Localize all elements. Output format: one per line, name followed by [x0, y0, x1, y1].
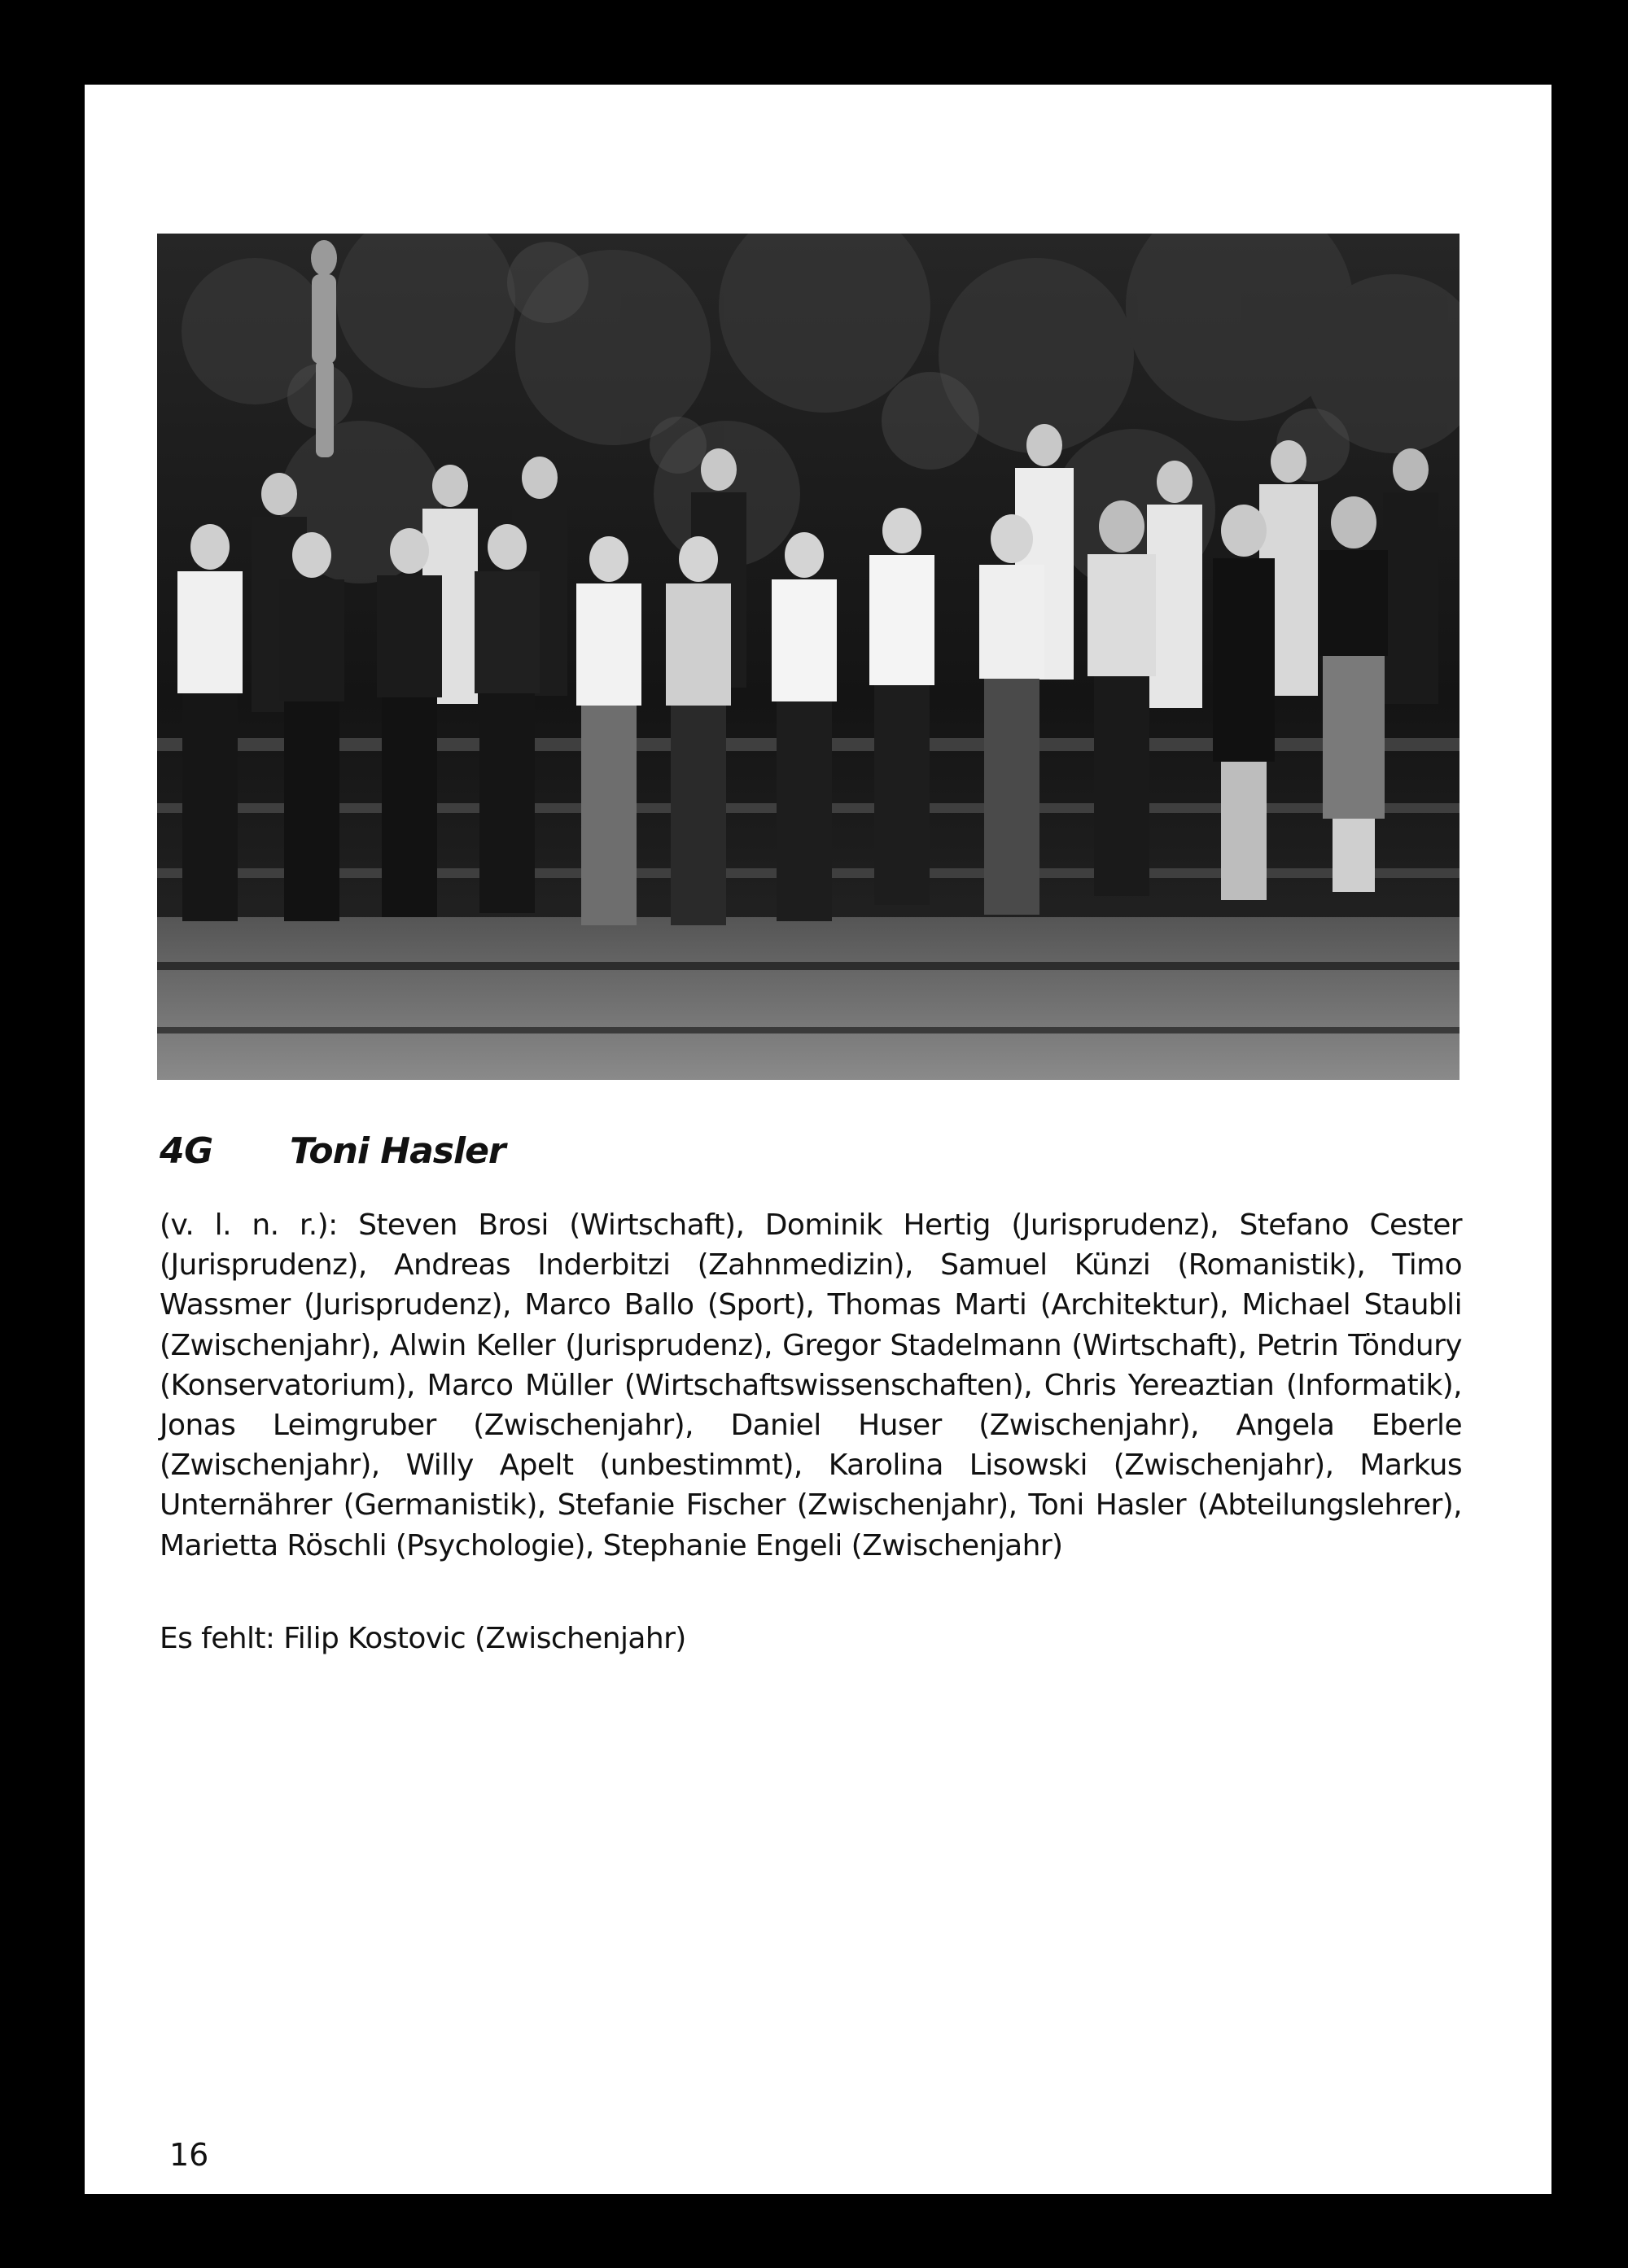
class-group-photo — [157, 234, 1460, 1080]
class-code-heading: 4G — [160, 1130, 213, 1172]
teacher-name-heading: Toni Hasler — [290, 1130, 505, 1172]
document-page — [85, 85, 1551, 2194]
caption-missing-student: Es fehlt: Filip Kostovic (Zwischenjahr) — [160, 1622, 686, 1655]
page-number: 16 — [169, 2137, 209, 2173]
photo-illustration — [157, 234, 1460, 1080]
caption-names-list: (v. l. n. r.): Steven Brosi (Wirtschaft), Dominik Hertig (Jurisprudenz), Stefano Cester (Jurisprudenz), Andreas Inderbitzi (Zahnmedizin), Samuel Künzi (Romanistik), Timo Wassmer (Jurisprudenz), Marco Ballo (Sport), Thomas Marti (Architektur), Michael Staubli (Zwischenjahr), Alwin Keller (Jurisprudenz), Gregor Stadelmann (Wirtschaft), Petrin Töndury (Konservatorium), Marco Müller (Wirtschaftswissenschaften), Chris Yereaztian (Informatik), Jonas Leimgruber (Zwischenjahr), Daniel Huser (Zwischenjahr), Angela Eberle (Zwischenjahr), Willy Apelt (unbestimmt), Karolina Lisowski (Zwischenjahr), Markus Unternährer (Germanistik), Stefanie Fischer (Zwischenjahr), Toni Hasler (Abteilungslehrer), Marietta Röschli (Psychologie), Stephanie Engeli (Zwischenjahr) — [160, 1208, 1462, 1562]
